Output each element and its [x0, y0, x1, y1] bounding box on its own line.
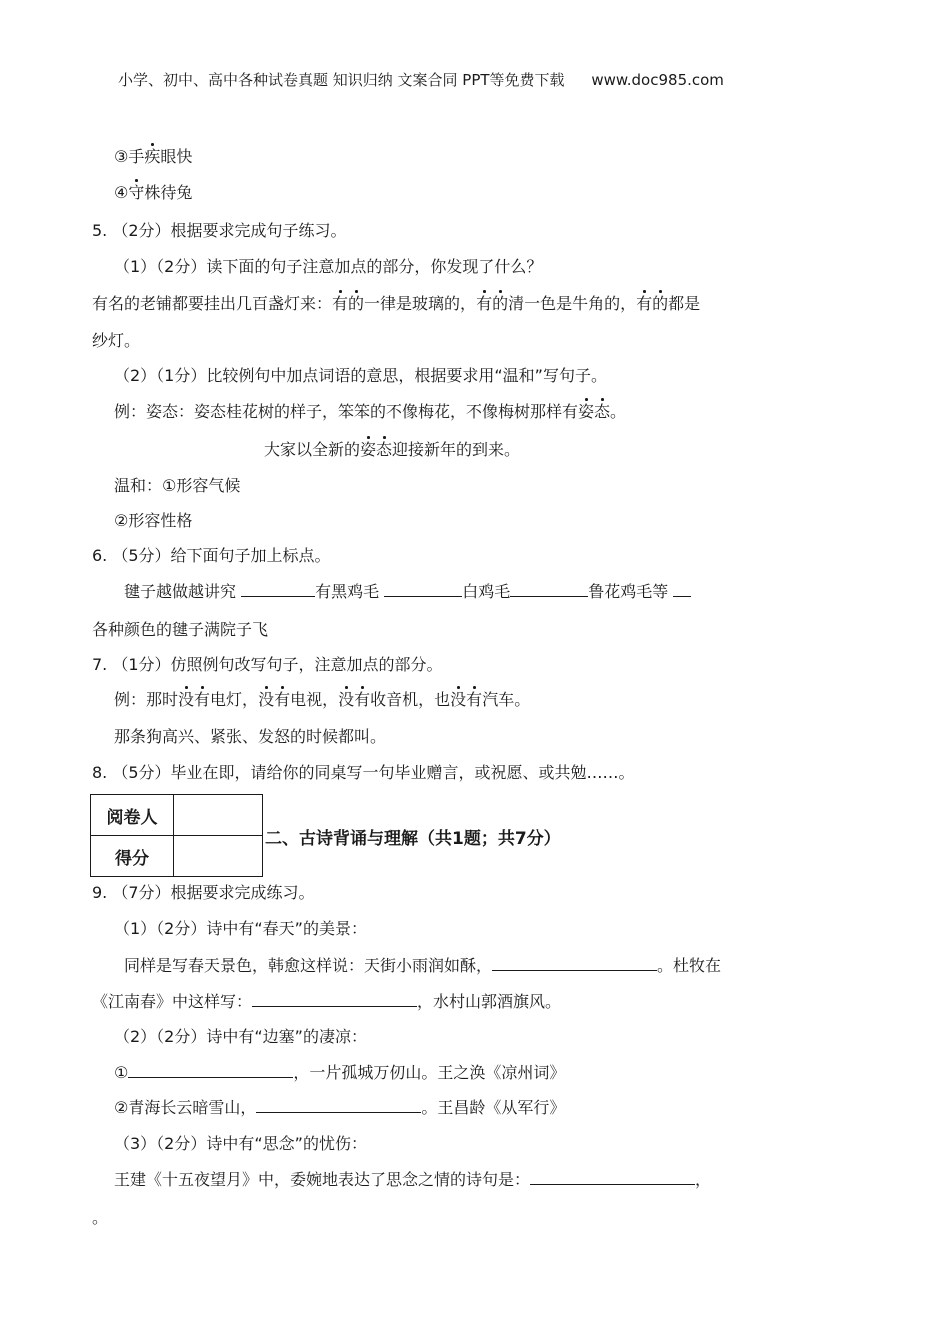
q9-l3a: ①: [114, 1063, 129, 1082]
q7-ex-c: 电视，: [290, 690, 339, 709]
q5-wenhe-1: 温和：①形容气候: [114, 476, 241, 495]
q4-item-3-suffix: 眼快: [160, 147, 193, 166]
dotted-char: 守: [128, 183, 145, 202]
header-url[interactable]: www.doc985.com: [591, 71, 724, 89]
q9-l2b: ，水村山郭酒旗风。: [417, 992, 562, 1011]
dotted-char: 姿: [360, 440, 377, 459]
dotted-char: 有: [332, 294, 349, 313]
q8-title: 8. （5分）毕业在即，请给你的同桌写一句毕业赠言，或祝愿、或共勉……。: [92, 763, 635, 782]
score-label: 得分: [91, 836, 174, 877]
q6-p2: 有黑鸡毛: [315, 582, 380, 601]
q9-l1a: 同样是写春天景色，韩愈这样说：天街小雨润如酥，: [124, 956, 493, 975]
q9-line-5: [114, 1170, 711, 1190]
q4-item-3: [114, 147, 192, 167]
dotted-char: 有: [466, 690, 483, 709]
q7-title: 7. （1分）仿照例句改写句子，注意加点的部分。: [92, 655, 443, 674]
q5-s1: 有名的老铺都要挂出几百盏灯来：: [92, 294, 333, 313]
q7-ex-e: 汽车。: [482, 690, 531, 709]
reviewer-label: 阅卷人: [91, 795, 174, 836]
q9-line-2: [92, 992, 561, 1012]
q9-sub2: （2）（2分）诗中有“边塞”的凄凉：: [114, 1027, 367, 1046]
q5-sub2: （2）（1分）比较例句中加点词语的意思，根据要求用“温和”写句子。: [114, 366, 607, 385]
q7-ex-b: 电灯，: [210, 690, 259, 709]
answer-blank[interactable]: [128, 1063, 293, 1078]
q6-p1: 毽子越做越讲究: [124, 582, 237, 601]
section-2-title: 二、古诗背诵与理解（共1题；共7分）: [265, 829, 561, 849]
q5-s3: 清一色是牛角的，: [508, 294, 637, 313]
reviewer-cell[interactable]: [174, 795, 263, 836]
dotted-char: 的: [492, 294, 509, 313]
dotted-char: 有: [476, 294, 493, 313]
score-table: [90, 794, 263, 877]
q9-line-6: 。: [92, 1208, 109, 1227]
q5-s2: 一律是玻璃的，: [364, 294, 477, 313]
q9-line-4: [114, 1098, 565, 1118]
header-text: 小学、初中、高中各种试卷真题 知识归纳 文案合同 PPT等免费下载: [118, 71, 565, 89]
q6-line-2: 各种颜色的毽子满院子飞: [92, 620, 269, 639]
dotted-char: 姿: [578, 402, 595, 421]
q5-sentence-end: 纱灯。: [92, 331, 141, 350]
q9-l4a: ②青海长云暗雪山，: [114, 1098, 257, 1117]
q7-line: 那条狗高兴、紧张、发怒的时候都叫。: [114, 727, 387, 746]
q5-ex2-prefix: 大家以全新的: [264, 440, 361, 459]
dotted-char: 有: [354, 690, 371, 709]
q4-item-3-prefix: ③手: [114, 147, 145, 166]
q5-example-2: [264, 440, 520, 460]
answer-blank[interactable]: [492, 956, 657, 971]
q5-ex1-suffix: 。: [610, 402, 627, 421]
dotted-char: 没: [450, 690, 467, 709]
q5-ex1-prefix: 例：姿态：姿态桂花树的样子，笨笨的不像梅花，不像梅树那样有: [114, 402, 579, 421]
answer-blank[interactable]: [256, 1098, 421, 1113]
dotted-char: 有: [636, 294, 653, 313]
dotted-char: 态: [594, 402, 611, 421]
page-header: [118, 70, 724, 90]
q6-line-1: [124, 582, 691, 602]
dotted-char: 疾: [144, 147, 161, 166]
q7-ex-a: 例：那时: [114, 690, 179, 709]
q5-sentence: [92, 294, 700, 314]
answer-blank[interactable]: [673, 582, 691, 597]
answer-blank[interactable]: [510, 582, 588, 597]
answer-blank[interactable]: [384, 582, 462, 597]
q9-line-3: [114, 1063, 565, 1083]
q6-p4: 鲁花鸡毛等: [588, 582, 669, 601]
q6-title: 6. （5分）给下面句子加上标点。: [92, 546, 331, 565]
q9-line-1: [124, 956, 721, 976]
answer-blank[interactable]: [530, 1170, 695, 1185]
q7-ex-d: 收音机，也: [370, 690, 451, 709]
dotted-char: 有: [194, 690, 211, 709]
q9-l5b: ，: [695, 1170, 712, 1189]
q9-l2a: 《江南春》中这样写：: [92, 992, 253, 1011]
q5-s4: 都是: [668, 294, 701, 313]
q9-l3b: ，一片孤城万仞山。王之涣《凉州词》: [293, 1063, 566, 1082]
q9-title: 9. （7分）根据要求完成练习。: [92, 883, 315, 902]
q4-item-4-prefix: ④: [114, 183, 129, 202]
q9-l1b: 。杜牧在: [657, 956, 722, 975]
q4-item-4: [114, 183, 192, 203]
dotted-char: 的: [652, 294, 669, 313]
q5-wenhe-2: ②形容性格: [114, 511, 193, 530]
dotted-char: 没: [178, 690, 195, 709]
q5-title: 5. （2分）根据要求完成句子练习。: [92, 221, 347, 240]
dotted-char: 没: [258, 690, 275, 709]
score-cell[interactable]: [174, 836, 263, 877]
dotted-char: 没: [338, 690, 355, 709]
dotted-char: 态: [376, 440, 393, 459]
dotted-char: 的: [348, 294, 365, 313]
q6-p3: 白鸡毛: [462, 582, 511, 601]
answer-blank[interactable]: [241, 582, 315, 597]
q5-sub1: （1）（2分）读下面的句子注意加点的部分，你发现了什么？: [114, 257, 543, 276]
answer-blank[interactable]: [252, 992, 417, 1007]
q5-example-1: [114, 402, 626, 422]
q9-l5a: 王建《十五夜望月》中，委婉地表达了思念之情的诗句是：: [114, 1170, 531, 1189]
dotted-char: 有: [274, 690, 291, 709]
q7-example: [114, 690, 530, 710]
q5-ex2-suffix: 迎接新年的到来。: [392, 440, 521, 459]
q9-l4b: 。王昌龄《从军行》: [421, 1098, 566, 1117]
q9-sub3: （3）（2分）诗中有“思念”的忧伤：: [114, 1134, 367, 1153]
q4-item-4-suffix: 株待兔: [144, 183, 193, 202]
q9-sub1: （1）（2分）诗中有“春天”的美景：: [114, 919, 367, 938]
